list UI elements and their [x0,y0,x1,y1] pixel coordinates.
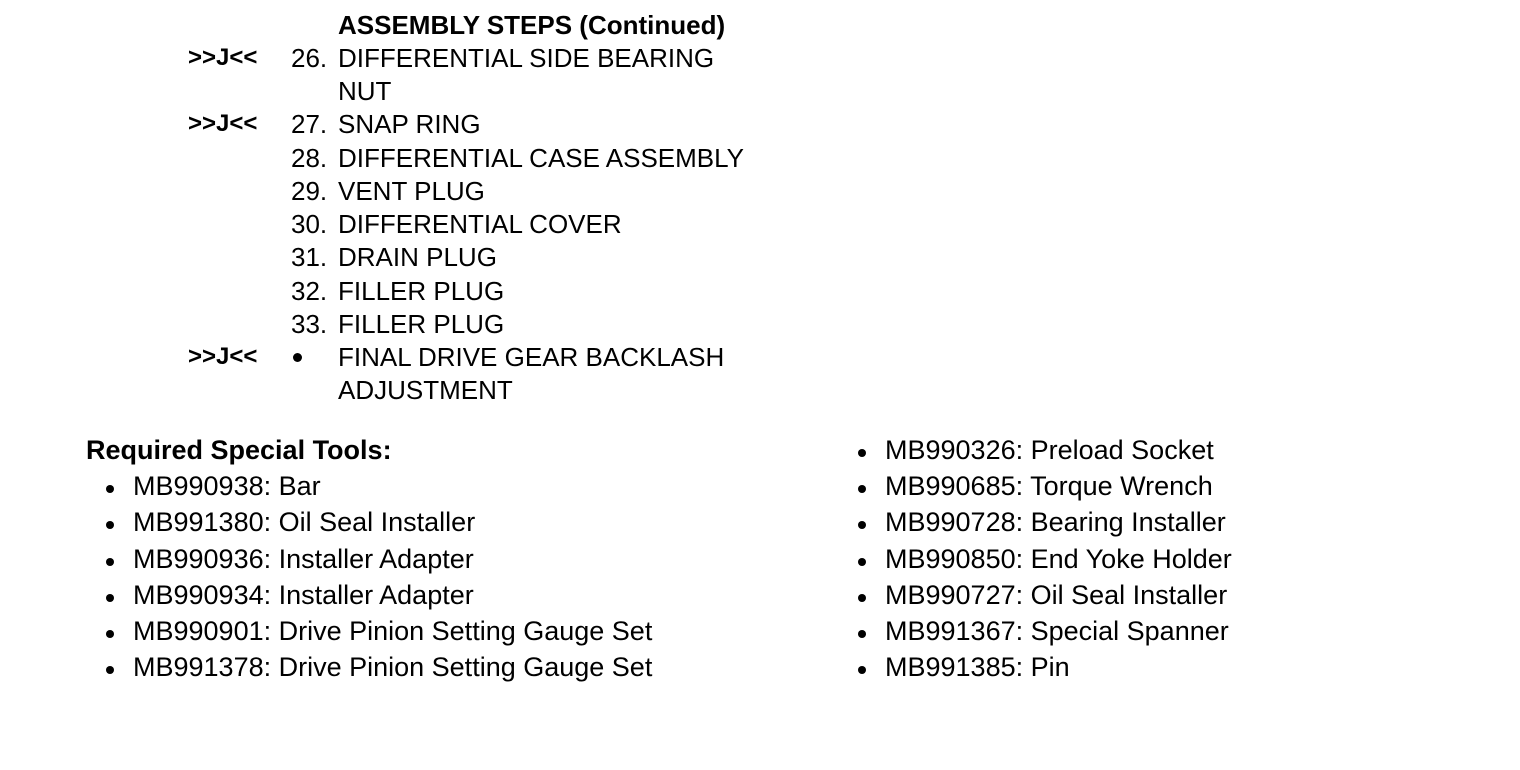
tool-label: MB990938: Bar [133,471,321,501]
tool-label: MB991367: Special Spanner [885,616,1229,646]
bullet-icon [106,666,114,674]
step-row-28 [0,143,1520,176]
step-text: DIFFERENTIAL SIDE BEARING [338,43,715,73]
step-text: VENT PLUG [338,176,485,206]
step-ref-marker: >>J<< [188,44,258,71]
tool-label: MB990326: Preload Socket [885,435,1214,465]
bullet-icon [858,558,866,566]
bullet-icon [106,630,114,638]
step-row-31 [0,242,1520,275]
step-text: DIFFERENTIAL COVER [338,209,622,239]
step-text-continued: NUT [338,76,392,106]
step-text: DIFFERENTIAL CASE ASSEMBLY [338,143,744,173]
tool-label: MB991385: Pin [885,652,1070,682]
bullet-icon [106,521,114,529]
bullet-icon [858,594,866,602]
step-number: 33. [291,309,328,339]
step-text: FILLER PLUG [338,276,505,306]
step-text: SNAP RING [338,109,481,139]
step-row-30 [0,209,1520,242]
bullet-icon [858,485,866,493]
bullet-icon [106,558,114,566]
assembly-steps-title: ASSEMBLY STEPS (Continued) [338,10,726,40]
tool-label: MB991380: Oil Seal Installer [133,507,476,537]
step-row-backlash [0,342,1520,405]
bullet-icon [293,353,302,362]
bullet-icon [106,594,114,602]
step-text-continued: ADJUSTMENT [338,375,513,405]
tool-label: MB990850: End Yoke Holder [885,544,1232,574]
bullet-icon [858,521,866,529]
tool-label: MB990936: Installer Adapter [133,544,474,574]
step-number: 30. [291,209,328,239]
step-number: 29. [291,176,328,206]
step-row-29 [0,176,1520,209]
step-number: 32. [291,276,328,306]
step-row-26 [0,43,1520,106]
bullet-icon [858,630,866,638]
step-row-33 [0,309,1520,342]
step-text: FINAL DRIVE GEAR BACKLASH [338,342,725,372]
tool-label: MB991378: Drive Pinion Setting Gauge Set [133,652,653,682]
tool-label: MB990934: Installer Adapter [133,580,474,610]
bullet-icon [106,485,114,493]
bullet-icon [858,449,866,457]
step-number: 31. [291,242,328,272]
step-row-32 [0,276,1520,309]
tool-label: MB990728: Bearing Installer [885,507,1226,537]
step-number: 28. [291,143,328,173]
special-tools-title: Required Special Tools: [86,435,392,465]
step-ref-marker: >>J<< [188,343,258,370]
step-text: FILLER PLUG [338,309,505,339]
tool-label: MB990901: Drive Pinion Setting Gauge Set [133,616,653,646]
bullet-icon [858,666,866,674]
tool-label: MB990685: Torque Wrench [885,471,1213,501]
step-row-27 [0,109,1520,142]
step-ref-marker: >>J<< [188,110,258,137]
tool-label: MB990727: Oil Seal Installer [885,580,1228,610]
step-text: DRAIN PLUG [338,242,497,272]
step-number: 27. [291,109,328,139]
step-number: 26. [291,43,328,73]
